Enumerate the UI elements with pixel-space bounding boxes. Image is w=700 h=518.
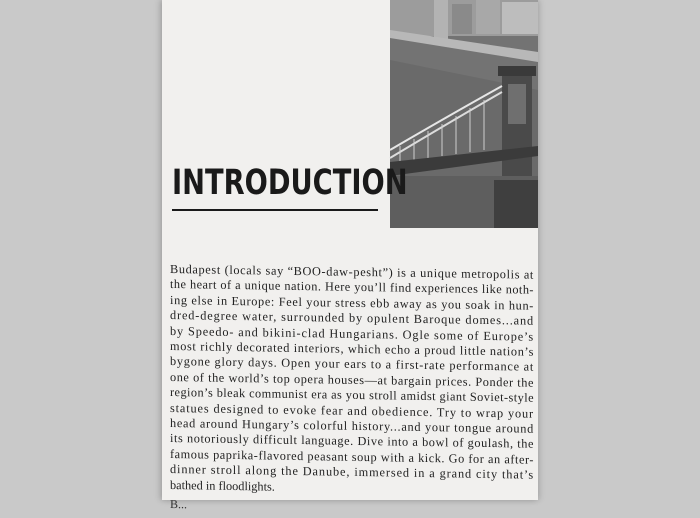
title-underline bbox=[172, 209, 378, 211]
body-paragraph bbox=[170, 262, 534, 518]
text-line: bathed in floodlights. bbox=[170, 477, 275, 494]
text-line: one of the world’s top opera houses—at bargain prices. Ponder the bbox=[170, 369, 534, 390]
text-line: by Speedo- and bikini-clad Hungarians. Ogle some of Europe’s bbox=[170, 323, 534, 344]
next-paragraph-fragment: B... bbox=[170, 497, 188, 512]
text-line: famous paprika-flavored peasant soup with a kick. Go for an after- bbox=[170, 446, 534, 467]
chain-bridge-photo-icon bbox=[390, 0, 538, 228]
text-line: region’s bleak communist era as you stroll amidst giant Soviet-style bbox=[170, 385, 534, 405]
text-line: statues designed to evoke fear and obedience. Try to wrap your bbox=[170, 400, 534, 421]
text-line: Budapest (locals say “BOO-daw-pesht”) is a unique metropolis at bbox=[170, 262, 534, 282]
text-line: its notoriously difficult language. Dive into a bowl of goulash, the bbox=[170, 431, 534, 452]
book-page bbox=[162, 0, 538, 512]
text-line: most richly decorated interiors, which echo a proud little nation’s bbox=[170, 339, 534, 359]
text-line: dinner stroll along the Danube, immersed in a grand city that’s bbox=[170, 462, 534, 482]
text-line: the heart of a unique nation. Here you’ll find experiences like noth- bbox=[170, 277, 534, 298]
text-line: ing else in Europe: Feel your stress ebb away as you soak in hun- bbox=[170, 292, 534, 313]
text-line: dred-degree water, surrounded by opulent Baroque domes...and bbox=[170, 308, 534, 328]
page-title: INTRODUCTION bbox=[172, 163, 408, 203]
text-line: head around Hungary’s colorful history...and your tongue around bbox=[170, 416, 534, 436]
text-line: bygone glory days. Open your ears to a first-rate performance at bbox=[170, 354, 534, 375]
